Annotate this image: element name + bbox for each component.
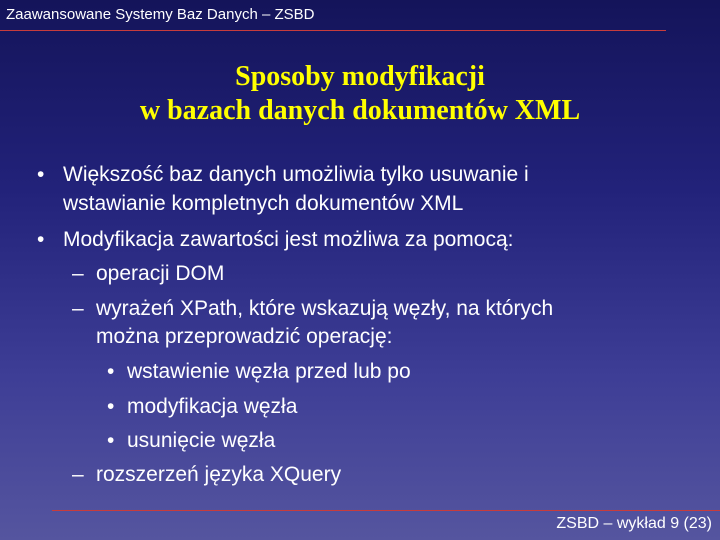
footer-divider — [52, 510, 720, 511]
bullet-1-line-1: Większość baz danych umożliwia tylko usuwanie i — [63, 163, 529, 186]
bullet-2: Modyfikacja zawartości jest możliwa za pomocą: — [63, 228, 514, 251]
bullet-marker: • — [37, 163, 45, 186]
course-title: Zaawansowane Systemy Baz Danych – ZSBD — [6, 6, 315, 23]
bullet-marker: • — [107, 360, 115, 383]
header-divider — [0, 30, 666, 31]
sub-item-xpath-line-1: wyrażeń XPath, które wskazują węzły, na których — [96, 297, 554, 320]
operation-insert: wstawienie węzła przed lub po — [127, 360, 411, 383]
bullet-marker: • — [107, 395, 115, 418]
operation-modify: modyfikacja węzła — [127, 395, 298, 418]
sub-item-xpath-line-2: można przeprowadzić operację: — [96, 325, 393, 348]
bullet-marker: • — [107, 429, 115, 452]
bullet-marker: • — [37, 228, 45, 251]
dash-marker: – — [72, 297, 84, 320]
dash-marker: – — [72, 262, 84, 285]
slide-title-line-1: Sposoby modyfikacji — [235, 61, 485, 92]
bullet-1-line-2: wstawianie kompletnych dokumentów XML — [63, 192, 464, 215]
slide-title-line-2: w bazach danych dokumentów XML — [139, 95, 581, 126]
slide-title — [0, 60, 720, 128]
slide-footer: ZSBD – wykład 9 (23) — [556, 515, 712, 532]
dash-marker: – — [72, 463, 84, 486]
sub-item-xquery: rozszerzeń języka XQuery — [96, 463, 342, 486]
sub-item-dom: operacji DOM — [96, 262, 225, 285]
operation-delete: usunięcie węzła — [127, 429, 276, 452]
